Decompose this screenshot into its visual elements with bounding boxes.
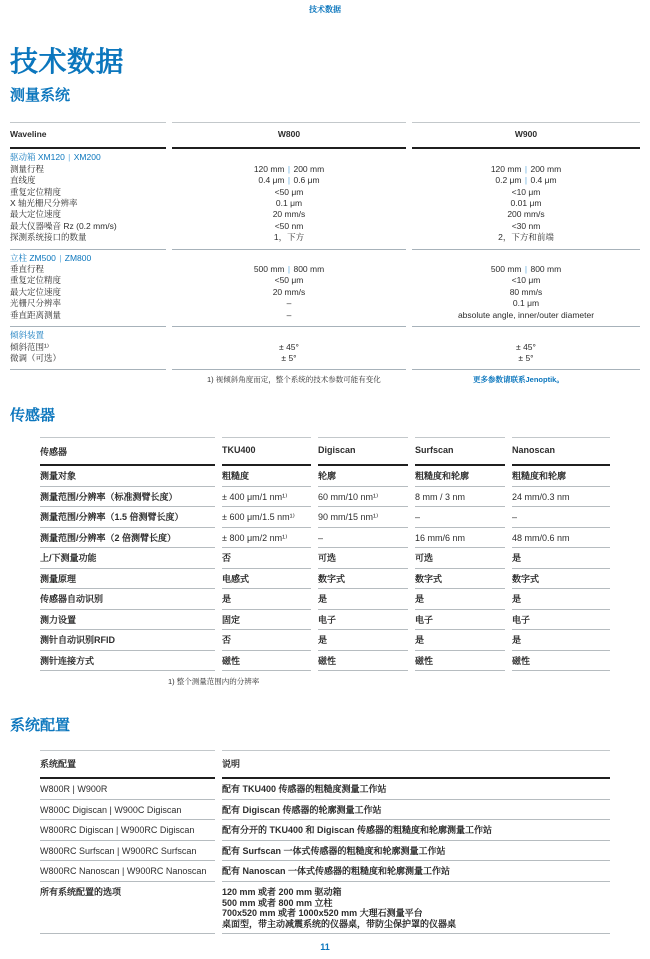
- divider-line: [172, 249, 406, 250]
- section-heading-system-config: 系统配置: [10, 717, 71, 734]
- measurement-table: [10, 122, 640, 370]
- w900-value: 80 mm/s: [509, 286, 543, 297]
- cell-value: –: [415, 507, 505, 528]
- w800-value: –: [286, 298, 292, 309]
- table-row: [10, 298, 640, 309]
- table-row: [40, 820, 610, 841]
- w900-value: 0.2 μm | 0.4 μm: [495, 175, 557, 186]
- description-line: 配有 Digiscan 传感器的轮廓测量工作站: [222, 804, 382, 815]
- section-divider: [10, 369, 640, 370]
- table-row: [10, 175, 640, 186]
- table-row: [40, 800, 610, 821]
- pipe-separator: |: [287, 175, 291, 186]
- column-header: TKU400: [222, 437, 311, 466]
- divider-line: [10, 249, 166, 250]
- w900-value: 200 mm/s: [507, 209, 545, 220]
- row-label: 重复定位精度: [10, 186, 62, 197]
- table-row: [40, 507, 610, 528]
- cell-value: 16 mm/6 nm: [415, 528, 505, 549]
- config-description: [222, 820, 610, 841]
- table-row: [40, 487, 610, 508]
- cell-value: 可选: [415, 548, 505, 569]
- config-description: [222, 779, 610, 800]
- row-label: 倾斜范围¹⁾: [10, 341, 49, 352]
- cell-value: 是: [318, 630, 408, 651]
- table-row: [40, 841, 610, 862]
- cell-value: 24 mm/0.3 nm: [512, 487, 610, 508]
- cell-value: –: [512, 507, 610, 528]
- row-label: 重复定位精度: [10, 275, 62, 286]
- section-title: 倾斜装置: [10, 330, 45, 341]
- divider-line: [412, 326, 640, 327]
- w800-value: ± 45°: [279, 341, 299, 352]
- cell-value: 粗糙度和轮廓: [415, 466, 505, 487]
- cell-value: 是: [512, 548, 610, 569]
- cell-value: 磁性: [222, 651, 311, 672]
- table-row: [10, 221, 640, 232]
- w800-value: –: [286, 309, 292, 320]
- section-title-row: [10, 253, 640, 264]
- row-label: 测量范围/分辨率（1.5 倍测臂长度）: [40, 507, 215, 528]
- table-row: [10, 264, 640, 275]
- description-line: 配有 TKU400 传感器的粗糙度测量工作站: [222, 784, 387, 794]
- config-description: [222, 800, 610, 821]
- table-row: [10, 287, 640, 298]
- section-title-row: [10, 152, 640, 163]
- cell-value: 电子: [318, 610, 408, 631]
- table-header-row: [40, 750, 610, 779]
- cell-value: 磁性: [512, 651, 610, 672]
- divider-line: [10, 326, 166, 327]
- row-label: 光栅尺分辨率: [10, 298, 62, 309]
- table-row: [40, 651, 610, 672]
- column-header: Surfscan: [415, 437, 505, 466]
- table-row: [10, 198, 640, 209]
- w800-value: 120 mm | 200 mm: [253, 163, 325, 174]
- column-header: 传感器: [40, 437, 215, 466]
- table-row: [10, 232, 640, 243]
- divider-line: [172, 326, 406, 327]
- description-line: 700x520 mm 或者 1000x520 mm 大理石测量平台: [222, 908, 423, 919]
- cell-value: 是: [415, 589, 505, 610]
- w900-value: 0.01 μm: [510, 198, 542, 209]
- row-label: 最大仪器噪音 Rz (0.2 mm/s): [10, 220, 117, 231]
- table-row: [10, 187, 640, 198]
- description-line: 500 mm 或者 800 mm 立柱: [222, 897, 333, 908]
- divider-line: [412, 249, 640, 250]
- row-label: 测针连接方式: [40, 651, 215, 672]
- cell-value: 是: [512, 589, 610, 610]
- w800-value: 0.4 μm | 0.6 μm: [258, 175, 320, 186]
- table-row: [10, 275, 640, 286]
- section-title: 驱动箱 XM120 | XM200: [10, 152, 101, 163]
- cell-value: ± 400 μm/1 nm¹⁾: [222, 487, 311, 508]
- w900-value: <10 μm: [511, 186, 541, 197]
- table-row: [40, 630, 610, 651]
- pipe-separator: |: [524, 175, 528, 186]
- cell-value: 是: [222, 589, 311, 610]
- cell-value: 电子: [512, 610, 610, 631]
- table-row: [10, 164, 640, 175]
- column-header: Digiscan: [318, 437, 408, 466]
- column-header: W900: [412, 122, 640, 149]
- cell-value: 是: [512, 630, 610, 651]
- cell-value: 否: [222, 548, 311, 569]
- cell-value: 可选: [318, 548, 408, 569]
- config-table: [40, 750, 610, 934]
- w800-value: 20 mm/s: [272, 209, 306, 220]
- w900-value: 2，下方和前端: [498, 232, 554, 243]
- section-divider: [10, 249, 640, 250]
- w800-value: <50 nm: [274, 220, 304, 231]
- cell-value: 轮廓: [318, 466, 408, 487]
- w800-value: 0.1 μm: [275, 198, 303, 209]
- config-description: [222, 861, 610, 882]
- row-label: 微调（可选）: [10, 352, 62, 363]
- config-model: W800C Digiscan | W900C Digiscan: [40, 800, 215, 821]
- w900-value: ± 45°: [516, 341, 536, 352]
- row-label: 测量原理: [40, 569, 215, 590]
- table-row: [40, 466, 610, 487]
- section-title: 立柱 ZM500 | ZM800: [10, 252, 92, 263]
- contact-link[interactable]: 更多参数请联系Jenoptik。: [473, 375, 564, 384]
- cell-value: 90 mm/15 nm¹⁾: [318, 507, 408, 528]
- table-row: [40, 779, 610, 800]
- w900-value: absolute angle, inner/outer diameter: [457, 309, 595, 320]
- w900-value: 500 mm | 800 mm: [490, 264, 562, 275]
- w800-value: 500 mm | 800 mm: [253, 264, 325, 275]
- column-header: 系统配置: [40, 750, 215, 779]
- w900-value: 120 mm | 200 mm: [490, 163, 562, 174]
- pipe-separator: |: [68, 152, 71, 163]
- cell-value: 电感式: [222, 569, 311, 590]
- config-model: W800R | W900R: [40, 779, 215, 800]
- cell-value: 电子: [415, 610, 505, 631]
- cell-value: 是: [415, 630, 505, 651]
- cell-value: 磁性: [318, 651, 408, 672]
- section-title-row: [10, 330, 640, 341]
- pipe-separator: |: [524, 163, 528, 174]
- cell-value: 磁性: [415, 651, 505, 672]
- table-row: [40, 589, 610, 610]
- w900-value: <10 μm: [511, 275, 541, 286]
- row-label: 上/下测量功能: [40, 548, 215, 569]
- config-model: 所有系统配置的选项: [40, 882, 215, 934]
- table-header-row: [10, 122, 640, 149]
- w800-value: 1，下方: [273, 232, 305, 243]
- row-label: 垂直距离测量: [10, 309, 62, 320]
- description-line: 配有分开的 TKU400 和 Digiscan 传感器的粗糙度和轮廓测量工作站: [222, 825, 493, 836]
- table-section: [10, 327, 640, 369]
- cell-value: 48 mm/0.6 nm: [512, 528, 610, 549]
- sensors-table: [40, 437, 610, 671]
- row-label: 测量行程: [10, 163, 45, 174]
- divider-line: [10, 369, 166, 370]
- description-line: 桌面型，带主动减震系统的仪器桌，带防尘保护罩的仪器桌: [222, 918, 457, 929]
- cell-value: ± 600 μm/1.5 nm¹⁾: [222, 507, 311, 528]
- table-row: [10, 310, 640, 321]
- table-row: [40, 548, 610, 569]
- table-row: [10, 209, 640, 220]
- row-label: 测量范围/分辨率（2 倍测臂长度）: [40, 528, 215, 549]
- row-label: 垂直行程: [10, 264, 45, 275]
- w800-value: <50 μm: [274, 275, 304, 286]
- row-label: 测针自动识别RFID: [40, 630, 215, 651]
- running-header: 技术数据: [309, 5, 341, 14]
- w800-value: ± 5°: [281, 352, 297, 363]
- cell-value: ± 800 μm/2 nm¹⁾: [222, 528, 311, 549]
- config-model: W800RC Digiscan | W900RC Digiscan: [40, 820, 215, 841]
- pipe-separator: |: [59, 252, 62, 263]
- row-label: 探测系统接口的数量: [10, 232, 87, 243]
- cell-value: 粗糙度: [222, 466, 311, 487]
- config-description: [222, 882, 610, 934]
- pipe-separator: |: [287, 264, 291, 275]
- table-row: [40, 528, 610, 549]
- table-section: [10, 250, 640, 326]
- description-line: 配有 Surfscan 一体式传感器的粗糙度和轮廓测量工作站: [222, 845, 446, 856]
- row-label: 直线度: [10, 175, 36, 186]
- w900-value: ± 5°: [518, 352, 534, 363]
- cell-value: 8 mm / 3 nm: [415, 487, 505, 508]
- cell-value: –: [318, 528, 408, 549]
- table-row: [40, 882, 610, 934]
- description-line: 配有 Nanoscan 一体式传感器的粗糙度和轮廓测量工作站: [222, 866, 451, 877]
- pipe-separator: |: [524, 264, 528, 275]
- cell-value: 固定: [222, 610, 311, 631]
- row-label: X 轴光栅尺分辨率: [10, 198, 78, 209]
- divider-line: [172, 369, 406, 370]
- section-divider: [10, 326, 640, 327]
- config-model: W800RC Surfscan | W900RC Surfscan: [40, 841, 215, 862]
- config-description: [222, 841, 610, 862]
- cell-value: 是: [318, 589, 408, 610]
- w800-value: 20 mm/s: [272, 286, 306, 297]
- page-title: 技术数据: [10, 46, 125, 77]
- column-header: Waveline: [10, 122, 166, 149]
- column-header: W800: [172, 122, 406, 149]
- row-label: 测力设置: [40, 610, 215, 631]
- table-row: [40, 861, 610, 882]
- section-heading-measuring-system: 测量系统: [10, 87, 71, 104]
- cell-value: 数字式: [415, 569, 505, 590]
- measurement-table-notes: [0, 374, 650, 388]
- table-row: [40, 569, 610, 590]
- table-row: [10, 342, 640, 353]
- cell-value: 数字式: [512, 569, 610, 590]
- cell-value: 否: [222, 630, 311, 651]
- pipe-separator: |: [287, 163, 291, 174]
- row-label: 测量对象: [40, 466, 215, 487]
- row-label: 最大定位速度: [10, 209, 62, 220]
- footnote-resolution: 1) 整个测量范围内的分辨率: [168, 677, 260, 686]
- page-number: 11: [320, 942, 330, 952]
- table-row: [40, 610, 610, 631]
- w900-value: <30 nm: [511, 220, 541, 231]
- cell-value: 数字式: [318, 569, 408, 590]
- w900-value: 0.1 μm: [512, 298, 540, 309]
- section-heading-sensors: 传感器: [10, 407, 56, 424]
- table-header-row: [40, 437, 610, 466]
- row-label: 最大定位速度: [10, 286, 62, 297]
- row-label: 传感器自动识别: [40, 589, 215, 610]
- footnote-tilt: 1) 视倾斜角度而定，整个系统的技术参数可能有变化: [207, 375, 381, 384]
- description-line: 120 mm 或者 200 mm 驱动箱: [222, 886, 342, 897]
- config-model: W800RC Nanoscan | W900RC Nanoscan: [40, 861, 215, 882]
- column-header: 说明: [222, 750, 610, 779]
- table-section: [10, 149, 640, 248]
- cell-value: 粗糙度和轮廓: [512, 466, 610, 487]
- table-row: [10, 353, 640, 364]
- cell-value: 60 mm/10 nm¹⁾: [318, 487, 408, 508]
- w800-value: <50 μm: [274, 186, 304, 197]
- column-header: Nanoscan: [512, 437, 610, 466]
- row-label: 测量范围/分辨率（标准测臂长度）: [40, 487, 215, 508]
- divider-line: [412, 369, 640, 370]
